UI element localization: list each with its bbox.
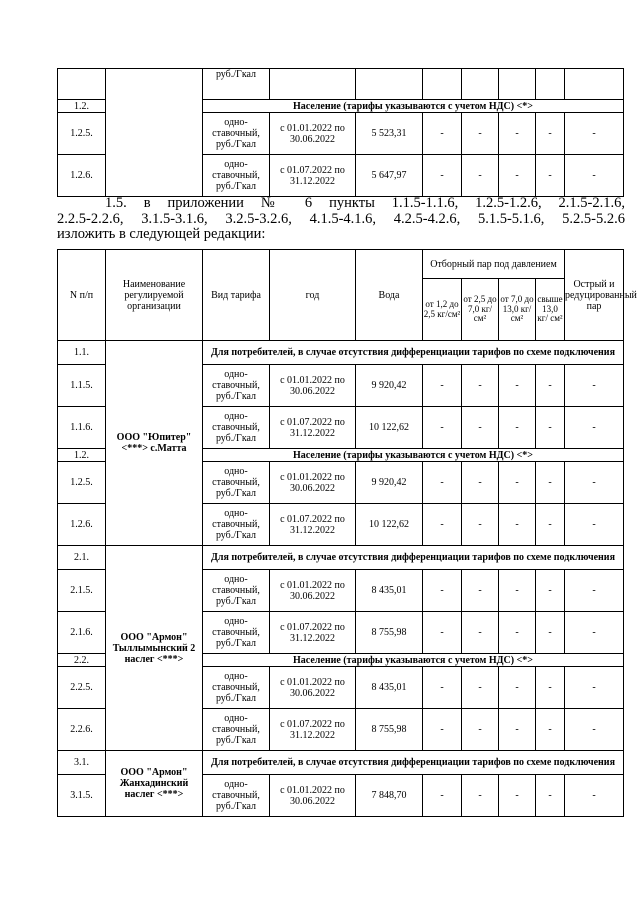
water-value: 8 435,01 xyxy=(356,570,423,612)
row-number: 2.1.6. xyxy=(58,612,106,654)
dash-cell: - xyxy=(499,570,536,612)
row-number: 2.2.6. xyxy=(58,709,106,751)
dash-cell: - xyxy=(565,155,624,197)
dash-cell: - xyxy=(499,709,536,751)
dash-cell: - xyxy=(565,407,624,449)
dash-cell: - xyxy=(462,462,499,504)
organization-name: ООО "Армон" Тыллымынский 2 наслег <***> xyxy=(106,546,203,751)
paragraph-line: 1.5. в приложении № 6 пункты 1.1.5-1.1.6, 1.2.5-1.2.6, 2.1.5-2.1.6, xyxy=(105,195,625,211)
water-value: 7 848,70 xyxy=(356,775,423,817)
row-number: 1.2.5. xyxy=(58,113,106,155)
dash-cell: - xyxy=(499,775,536,817)
row-number: 1.1. xyxy=(58,341,106,365)
dash-cell: - xyxy=(499,155,536,197)
water-value: 8 755,98 xyxy=(356,709,423,751)
dash-cell: - xyxy=(462,365,499,407)
dash-cell: - xyxy=(423,570,462,612)
row-number: 2.1. xyxy=(58,546,106,570)
row-number: 1.1.6. xyxy=(58,407,106,449)
dash-cell: - xyxy=(565,667,624,709)
period-cell: с 01.07.2022 по 31.12.2022 xyxy=(270,709,356,751)
tariff-type-cell: одно-ставочный, руб./Гкал xyxy=(203,667,270,709)
dash-cell: - xyxy=(462,570,499,612)
row-number: 1.2.6. xyxy=(58,504,106,546)
dash-cell: - xyxy=(423,365,462,407)
tariff-type-cell: одно-ставочный, руб./Гкал xyxy=(203,407,270,449)
dash-cell: - xyxy=(499,365,536,407)
col-header-year: год xyxy=(270,250,356,341)
consumers-header: Для потребителей, в случае отсутствия дифференциации тарифов по схеме подключения xyxy=(203,341,624,365)
col-header-tariff-type: Вид тарифа xyxy=(203,250,270,341)
group-row xyxy=(58,546,624,570)
consumers-header: Для потребителей, в случае отсутствия дифференциации тарифов по схеме подключения xyxy=(203,751,624,775)
dash-cell: - xyxy=(423,155,462,197)
dash-cell: - xyxy=(462,775,499,817)
dash-cell: - xyxy=(565,775,624,817)
period-cell: с 01.01.2022 по 30.06.2022 xyxy=(270,365,356,407)
dash-cell: - xyxy=(565,113,624,155)
tariff-type-cell: одно-ставочный, руб./Гкал xyxy=(203,365,270,407)
table-row xyxy=(58,69,624,100)
water-value: 9 920,42 xyxy=(356,365,423,407)
dash-cell: - xyxy=(499,504,536,546)
population-header: Население (тарифы указываются с учетом НДС) <*> xyxy=(203,100,624,113)
col-header-steam: Отборный пар под давлением xyxy=(423,250,565,279)
dash-cell: - xyxy=(499,407,536,449)
water-value: 5 647,97 xyxy=(356,155,423,197)
tariff-type-cell: одно-ставочный, руб./Гкал xyxy=(203,113,270,155)
tariff-type-cell: одно-ставочный, руб./Гкал xyxy=(203,775,270,817)
row-number: 3.1. xyxy=(58,751,106,775)
period-cell: с 01.01.2022 по 30.06.2022 xyxy=(270,462,356,504)
organization-name: ООО "Юпитер" <***> с.Матта xyxy=(106,341,203,546)
col-header-pressure-2: от 2,5 до 7,0 кг/ см² xyxy=(462,279,499,341)
dash-cell: - xyxy=(462,667,499,709)
organization-name: ООО "Армон" Жанхадинский наслег <***> xyxy=(106,751,203,817)
group-row xyxy=(58,341,624,365)
dash-cell: - xyxy=(536,365,565,407)
dash-cell: - xyxy=(536,570,565,612)
col-header-pressure-3: от 7,0 до 13,0 кг/ см² xyxy=(499,279,536,341)
dash-cell: - xyxy=(462,407,499,449)
row-number: 2.2.5. xyxy=(58,667,106,709)
dash-cell: - xyxy=(565,709,624,751)
period-cell: с 01.01.2022 по 30.06.2022 xyxy=(270,570,356,612)
row-number: 3.1.5. xyxy=(58,775,106,817)
col-header-number: N п/п xyxy=(58,250,106,341)
population-header: Население (тарифы указываются с учетом НДС) <*> xyxy=(203,449,624,462)
dash-cell: - xyxy=(462,709,499,751)
dash-cell: - xyxy=(536,612,565,654)
water-value: 10 122,62 xyxy=(356,407,423,449)
tariff-table xyxy=(57,249,637,817)
period-cell: с 01.07.2022 по 31.12.2022 xyxy=(270,612,356,654)
col-header-sharp-steam: Острый и редуцированный пар xyxy=(565,250,624,341)
table-header-row xyxy=(58,250,624,279)
dash-cell: - xyxy=(423,612,462,654)
dash-cell: - xyxy=(499,667,536,709)
water-value: 5 523,31 xyxy=(356,113,423,155)
dash-cell: - xyxy=(423,775,462,817)
continued-tariff-table xyxy=(57,68,624,197)
period-cell: с 01.01.2022 по 30.06.2022 xyxy=(270,667,356,709)
dash-cell: - xyxy=(536,113,565,155)
period-cell: с 01.07.2022 по 31.12.2022 xyxy=(270,155,356,197)
table-body xyxy=(58,341,624,817)
dash-cell: - xyxy=(536,462,565,504)
dash-cell: - xyxy=(565,570,624,612)
dash-cell: - xyxy=(423,462,462,504)
group-row xyxy=(58,751,624,775)
tariff-type-cell: одно-ставочный, руб./Гкал xyxy=(203,612,270,654)
row-number: 1.2.6. xyxy=(58,155,106,197)
dash-cell: - xyxy=(423,407,462,449)
dash-cell: - xyxy=(536,155,565,197)
col-header-water: Вода xyxy=(356,250,423,341)
dash-cell: - xyxy=(536,775,565,817)
tariff-type-cell: одно-ставочный, руб./Гкал xyxy=(203,570,270,612)
dash-cell: - xyxy=(536,709,565,751)
water-value: 8 755,98 xyxy=(356,612,423,654)
dash-cell: - xyxy=(462,612,499,654)
paragraph-line: 2.2.5-2.2.6, 3.1.5-3.1.6, 3.2.5-3.2.6, 4.1.5-4.1.6, 4.2.5-4.2.6, 5.1.5-5.1.6, 5.2.5-5.2.6 xyxy=(57,210,625,227)
tariff-type-cell: руб./Гкал xyxy=(203,69,270,100)
period-cell: с 01.01.2022 по 30.06.2022 xyxy=(270,113,356,155)
dash-cell: - xyxy=(536,407,565,449)
dash-cell: - xyxy=(462,113,499,155)
dash-cell: - xyxy=(423,709,462,751)
col-header-pressure-4: свыше 13,0 кг/ см² xyxy=(536,279,565,341)
dash-cell: - xyxy=(565,612,624,654)
row-number: 1.2. xyxy=(58,100,106,113)
population-header: Население (тарифы указываются с учетом НДС) <*> xyxy=(203,654,624,667)
dash-cell: - xyxy=(565,365,624,407)
period-cell: с 01.07.2022 по 31.12.2022 xyxy=(270,504,356,546)
dash-cell: - xyxy=(565,462,624,504)
period-cell: с 01.01.2022 по 30.06.2022 xyxy=(270,775,356,817)
row-number: 1.2.5. xyxy=(58,462,106,504)
col-header-organization: Наименование регулируемой организации xyxy=(106,250,203,341)
tariff-type-cell: одно-ставочный, руб./Гкал xyxy=(203,709,270,751)
dash-cell: - xyxy=(536,667,565,709)
col-header-pressure-1: от 1,2 до 2,5 кг/см² xyxy=(423,279,462,341)
row-number: 1.1.5. xyxy=(58,365,106,407)
period-cell: с 01.07.2022 по 31.12.2022 xyxy=(270,407,356,449)
row-number: 2.2. xyxy=(58,654,106,667)
dash-cell: - xyxy=(499,462,536,504)
tariff-type-cell: одно-ставочный, руб./Гкал xyxy=(203,155,270,197)
water-value: 10 122,62 xyxy=(356,504,423,546)
dash-cell: - xyxy=(462,155,499,197)
dash-cell: - xyxy=(423,667,462,709)
dash-cell: - xyxy=(423,113,462,155)
tariff-type-cell: одно-ставочный, руб./Гкал xyxy=(203,462,270,504)
dash-cell: - xyxy=(499,113,536,155)
dash-cell: - xyxy=(462,504,499,546)
dash-cell: - xyxy=(499,612,536,654)
dash-cell: - xyxy=(565,504,624,546)
row-number: 1.2. xyxy=(58,449,106,462)
amendment-paragraph xyxy=(57,196,625,243)
dash-cell: - xyxy=(423,504,462,546)
paragraph-line: изложить в следующей редакции: xyxy=(57,226,266,242)
dash-cell: - xyxy=(536,504,565,546)
water-value: 9 920,42 xyxy=(356,462,423,504)
tariff-type-cell: одно-ставочный, руб./Гкал xyxy=(203,504,270,546)
row-number: 2.1.5. xyxy=(58,570,106,612)
consumers-header: Для потребителей, в случае отсутствия дифференциации тарифов по схеме подключения xyxy=(203,546,624,570)
water-value: 8 435,01 xyxy=(356,667,423,709)
